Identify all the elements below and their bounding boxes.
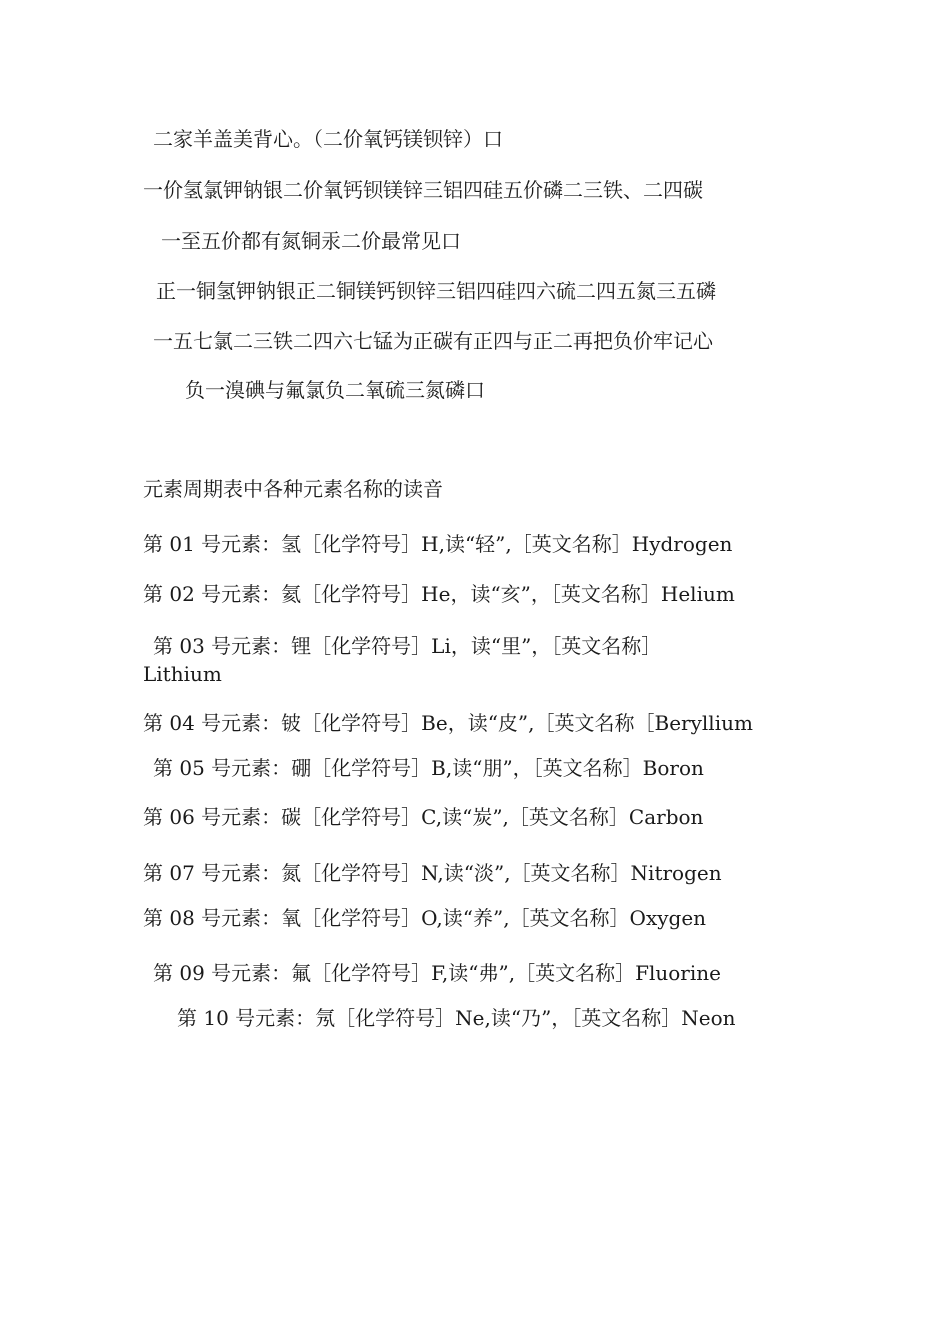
element-entry: 第 05 号元素：硼［化学符号］B,读“朋”，［英文名称］Boron: [153, 756, 704, 780]
section-heading: 元素周期表中各种元素名称的读音: [143, 477, 443, 501]
element-entry: 第 08 号元素：氧［化学符号］O,读“养”,［英文名称］Oxygen: [143, 906, 707, 930]
element-entry: 第 04 号元素：铍［化学符号］Be，读“皮”,［英文名称［Beryllium: [143, 711, 753, 735]
element-entry: 第 06 号元素：碳［化学符号］C,读“炭”,［英文名称］Carbon: [143, 805, 704, 829]
element-entry: 第 09 号元素：氟［化学符号］F,读“弗”,［英文名称］Fluorine: [153, 961, 721, 985]
element-entry: 第 10 号元素：氖［化学符号］Ne,读“乃”，［英文名称］Neon: [177, 1006, 736, 1030]
element-entry: 第 03 号元素：锂［化学符号］Li，读“里”，［英文名称］Lithium: [143, 634, 662, 686]
element-entry: 第 07 号元素：氮［化学符号］N,读“淡”,［英文名称］Nitrogen: [143, 861, 722, 885]
element-entry: 第 02 号元素：氦［化学符号］He，读“亥”，［英文名称］Helium: [143, 582, 735, 606]
valence-rhyme-line: 二家羊盖美背心。（二价氧钙镁钡锌）口: [153, 127, 503, 151]
element-entry: 第 01 号元素：氢［化学符号］H,读“轻”,［英文名称］Hydrogen: [143, 532, 733, 556]
valence-rhyme-line: 负一溴碘与氟氯负二氧硫三氮磷口: [185, 378, 485, 402]
valence-rhyme-line: 正一铜氢钾钠银正二铜镁钙钡锌三铝四硅四六硫二四五氮三五磷: [156, 279, 716, 303]
valence-rhyme-line: 一价氢氯钾钠银二价氧钙钡镁锌三铝四硅五价磷二三铁、二四碳: [143, 178, 703, 202]
valence-rhyme-line: 一至五价都有氮铜汞二价最常见口: [161, 229, 461, 253]
valence-rhyme-line: 一五七氯二三铁二四六七锰为正碳有正四与正二再把负价牢记心: [153, 329, 713, 353]
